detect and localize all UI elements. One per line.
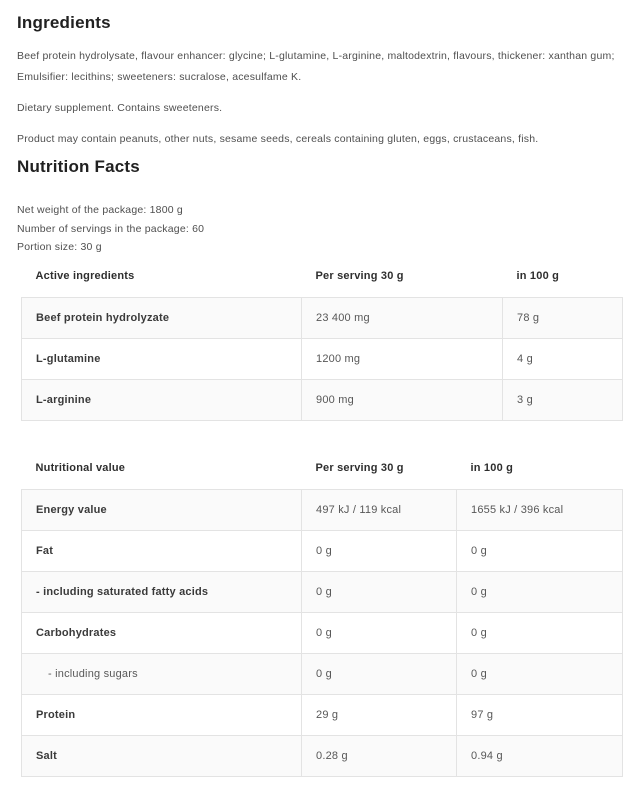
- table-row: [22, 530, 623, 571]
- per-100g-value-cell: 0 g: [457, 612, 623, 653]
- column-header-per-100g: in 100 g: [516, 269, 560, 282]
- table-row: [22, 653, 623, 694]
- table-row: [22, 338, 623, 379]
- allergen-note: Product may contain peanuts, other nuts, sesame seeds, cereals containing gluten, eggs, crustaceans, fish.: [17, 133, 539, 145]
- per-serving-value-cell: 29 g: [302, 694, 457, 735]
- per-100g-value-cell: 0 g: [457, 653, 623, 694]
- column-header-per-serving: Per serving 30 g: [315, 269, 404, 282]
- table-row: [22, 612, 623, 653]
- per-serving-value-cell: 900 mg: [302, 379, 503, 420]
- table-row: [22, 735, 623, 776]
- table-row: [22, 694, 623, 735]
- per-serving-value-cell: 0 g: [302, 612, 457, 653]
- per-serving-value-cell: 23 400 mg: [302, 297, 503, 338]
- ingredient-name-cell: Beef protein hydrolyzate: [22, 297, 302, 338]
- ingredient-name-cell: L-glutamine: [22, 338, 302, 379]
- per-serving-value-cell: 1200 mg: [302, 338, 503, 379]
- per-serving-value-cell: 0.28 g: [302, 735, 457, 776]
- per-100g-value-cell: 97 g: [457, 694, 623, 735]
- per-serving-value-cell: 0 g: [302, 653, 457, 694]
- servings-line: Number of servings in the package: 60: [17, 222, 205, 235]
- per-serving-value-cell: 497 kJ / 119 kcal: [302, 489, 457, 530]
- nutritional-table-header-row: [22, 459, 623, 490]
- column-header-nutritional-value: Nutritional value: [35, 461, 126, 474]
- supplement-note: Dietary supplement. Contains sweeteners.: [17, 102, 223, 114]
- nutrient-name-cell: - including sugars: [22, 653, 302, 694]
- table-row: [22, 297, 623, 338]
- per-100g-value-cell: 3 g: [503, 379, 623, 420]
- per-100g-value-cell: 78 g: [503, 297, 623, 338]
- column-header-active-ingredients: Active ingredients: [35, 269, 135, 282]
- ingredients-title: Ingredients: [17, 13, 111, 32]
- column-header-per-100g: in 100 g: [470, 461, 514, 474]
- table-row: [22, 379, 623, 420]
- per-100g-value-cell: 1655 kJ / 396 kcal: [457, 489, 623, 530]
- ingredient-name-cell: L-arginine: [22, 379, 302, 420]
- column-header-per-serving: Per serving 30 g: [315, 461, 404, 474]
- nutrient-name-cell: Protein: [22, 694, 302, 735]
- nutrient-name-cell: Carbohydrates: [22, 612, 302, 653]
- active-ingredients-table: [21, 267, 623, 421]
- per-100g-value-cell: 0 g: [457, 571, 623, 612]
- table-row: [22, 489, 623, 530]
- nutritional-value-table: [21, 459, 623, 777]
- nutrient-name-cell: Energy value: [22, 489, 302, 530]
- per-100g-value-cell: 0.94 g: [457, 735, 623, 776]
- nutrient-name-cell: - including saturated fatty acids: [22, 571, 302, 612]
- per-100g-value-cell: 0 g: [457, 530, 623, 571]
- portion-line: Portion size: 30 g: [17, 241, 102, 253]
- nutrient-name-cell: Salt: [22, 735, 302, 776]
- nutrient-name-cell: Fat: [22, 530, 302, 571]
- nutrition-facts-title: Nutrition Facts: [17, 157, 140, 176]
- active-table-header-row: [22, 267, 623, 298]
- per-serving-value-cell: 0 g: [302, 571, 457, 612]
- ingredients-description: Beef protein hydrolysate, flavour enhancer: glycine; L-glutamine, L-arginine, maltodextrin, flavours, thickener: xanthan gum; Emulsifier: lecithins; sweeteners: sucralose, acesulfame K.: [17, 50, 615, 83]
- per-100g-value-cell: 4 g: [503, 338, 623, 379]
- ingredients-section: [17, 11, 625, 150]
- package-info-block: [17, 201, 625, 257]
- table-row: [22, 571, 623, 612]
- nutrition-facts-section: [17, 155, 625, 777]
- net-weight-line: Net weight of the package: 1800 g: [17, 204, 183, 216]
- per-serving-value-cell: 0 g: [302, 530, 457, 571]
